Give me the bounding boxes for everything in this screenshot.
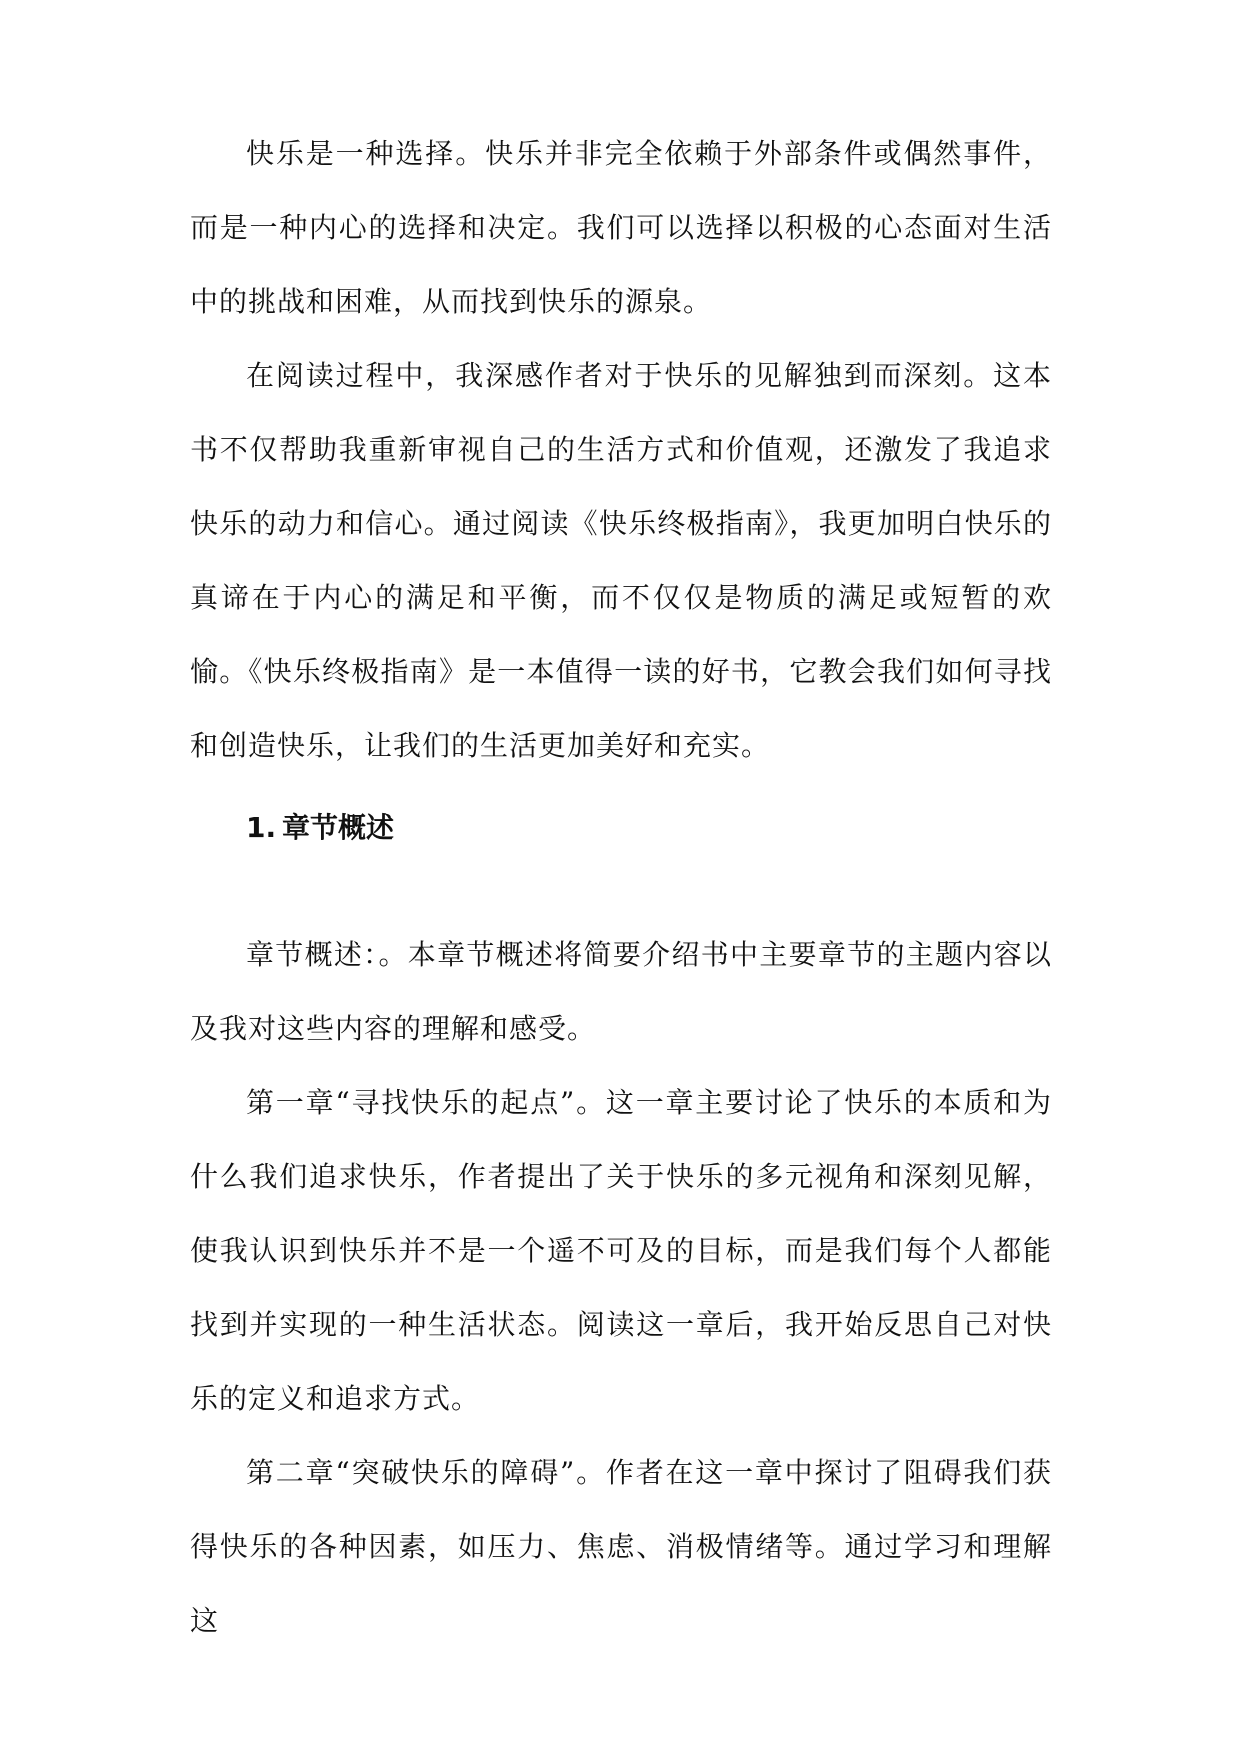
paragraph-chapter-one: 第一章“寻找快乐的起点”。这一章主要讨论了快乐的本质和为什么我们追求快乐，作者提出了关于快乐的多元视角和深刻见解，使我认识到快乐并不是一个遥不可及的目标，而是我们每个人都能找到并实现的一种生活状态。阅读这一章后，我开始反思自己对快乐的定义和追求方式。	[190, 1086, 1052, 1415]
paragraph-happiness-choice: 快乐是一种选择。快乐并非完全依赖于外部条件或偶然事件，而是一种内心的选择和决定。我们可以选择以积极的心态面对生活中的挑战和困难，从而找到快乐的源泉。	[190, 137, 1052, 318]
paragraph-reading-reflection: 在阅读过程中，我深感作者对于快乐的见解独到而深刻。这本书不仅帮助我重新审视自己的生活方式和价值观，还激发了我追求快乐的动力和信心。通过阅读《快乐终极指南》，我更加明白快乐的真谛在于内心的满足和平衡，而不仅仅是物质的满足或短暂的欢愉。《快乐终极指南》是一本值得一读的好书，它教会我们如何寻找和创造快乐，让我们的生活更加美好和充实。	[190, 359, 1052, 762]
section-heading	[246, 808, 394, 848]
paragraph-chapter-overview: 章节概述：。本章节概述将简要介绍书中主要章节的主题内容以及我对这些内容的理解和感受。	[190, 938, 1052, 1045]
paragraph-chapter-two: 第二章“突破快乐的障碍”。作者在这一章中探讨了阻碍我们获得快乐的各种因素，如压力、焦虑、消极情绪等。通过学习和理解这	[190, 1456, 1052, 1637]
section-number: 1.	[246, 811, 277, 844]
section-title: 章节概述	[282, 811, 395, 844]
